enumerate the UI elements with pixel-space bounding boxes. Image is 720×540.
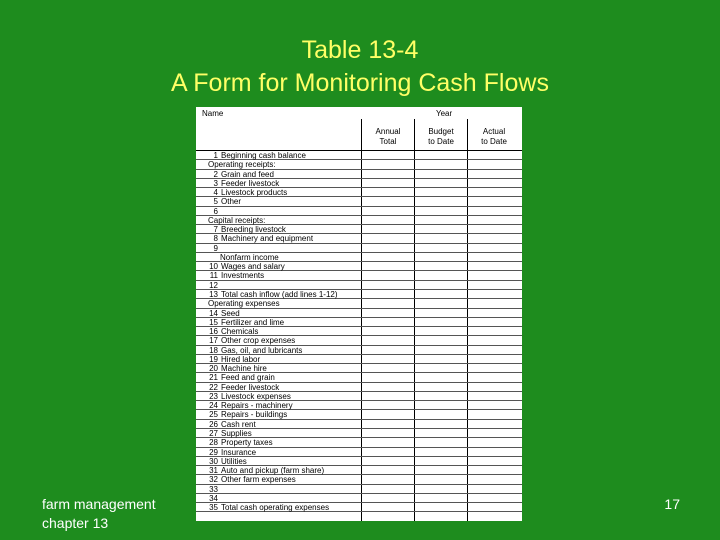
column-header-line: Actual: [482, 127, 506, 136]
row-number: 8: [213, 234, 218, 244]
row-label: Machinery and equipment: [221, 234, 314, 244]
row-number: 10: [209, 262, 218, 272]
form-row: [196, 170, 522, 179]
row-number: 26: [209, 419, 218, 429]
row-label: Chemicals: [221, 327, 259, 337]
form-row: [196, 244, 522, 253]
row-number: 21: [209, 373, 218, 383]
row-label: Beginning cash balance: [221, 151, 306, 160]
row-number: 30: [209, 456, 218, 466]
form-row: [196, 364, 522, 373]
form-row: [196, 346, 522, 355]
row-label: Total cash operating expenses: [221, 503, 330, 513]
form-row: [196, 179, 522, 188]
form-row: [196, 410, 522, 419]
row-label: Feeder livestock: [221, 178, 280, 188]
column-header-budget: [416, 127, 466, 147]
column-header-line: to Date: [428, 137, 454, 146]
name-label: Name: [202, 109, 224, 118]
row-label: Livestock products: [221, 188, 288, 198]
row-label: Insurance: [221, 447, 257, 457]
row-label: Other: [221, 197, 242, 207]
row-number: 7: [213, 225, 218, 235]
row-label: Other crop expenses: [221, 336, 296, 346]
form-row: [196, 253, 522, 262]
form-row: [196, 373, 522, 382]
row-label: Wages and salary: [221, 262, 285, 272]
form-row: [196, 355, 522, 364]
form-row: [196, 197, 522, 206]
row-label: Nonfarm income: [220, 252, 279, 262]
form-row: [196, 475, 522, 484]
footer-caption: [42, 495, 156, 533]
row-number: 31: [209, 466, 218, 476]
form-row: [196, 438, 522, 447]
row-number: 24: [209, 401, 218, 411]
row-label: Cash rent: [221, 419, 256, 429]
form-row: [196, 429, 522, 438]
row-number: 2: [213, 169, 218, 179]
slide-title: [0, 34, 720, 100]
form-row: [196, 234, 522, 243]
row-number: 17: [209, 336, 218, 346]
column-header-line: Budget: [428, 127, 454, 136]
form-row: [196, 485, 522, 494]
row-number: 23: [209, 391, 218, 401]
row-number: 19: [209, 354, 218, 364]
column-header-line: Total: [379, 137, 397, 146]
row-number: 4: [213, 188, 218, 198]
form-row: [196, 466, 522, 475]
row-number: 20: [209, 364, 218, 374]
row-label: Capital receipts:: [208, 215, 266, 225]
form-row: [196, 457, 522, 466]
row-label: Total cash inflow (add lines 1-12): [221, 289, 338, 299]
row-label: Breeding livestock: [221, 225, 286, 235]
row-label: Supplies: [221, 428, 252, 438]
row-number: 15: [209, 317, 218, 327]
form-row: [196, 383, 522, 392]
row-label: Livestock expenses: [221, 391, 291, 401]
row-label: Utilities: [221, 456, 247, 466]
form-row: [196, 160, 522, 169]
cash-flow-form: [196, 107, 522, 521]
form-row: [196, 299, 522, 308]
form-row: [196, 225, 522, 234]
row-label: Property taxes: [221, 438, 273, 448]
form-row: [196, 401, 522, 410]
row-label: Fertilizer and lime: [221, 317, 285, 327]
form-row: [196, 392, 522, 401]
form-row: [196, 207, 522, 216]
row-number: 12: [209, 280, 218, 290]
row-number: 25: [209, 410, 218, 420]
column-header-actual: [469, 127, 519, 147]
row-label: Feeder livestock: [221, 382, 280, 392]
row-label: Other farm expenses: [221, 475, 296, 485]
row-label: Auto and pickup (farm share): [221, 466, 325, 476]
form-row: [196, 188, 522, 197]
row-number: 5: [213, 197, 218, 207]
row-number: 6: [213, 206, 218, 216]
form-header: [196, 107, 522, 151]
row-number: 35: [209, 503, 218, 513]
form-row: [196, 503, 522, 512]
row-number: 9: [213, 243, 218, 253]
footer-line-2: chapter 13: [42, 515, 109, 531]
row-number: 11: [209, 271, 218, 281]
row-label: Feed and grain: [221, 373, 275, 383]
row-number: 28: [209, 438, 218, 448]
row-number: 18: [209, 345, 218, 355]
form-row: [196, 216, 522, 225]
row-label: Repairs - machinery: [221, 401, 293, 411]
form-row: [196, 448, 522, 457]
row-label: Operating receipts:: [208, 160, 276, 170]
column-header-line: Annual: [375, 127, 401, 136]
row-number: 1: [213, 151, 218, 160]
form-row: [196, 494, 522, 503]
row-number: 27: [209, 428, 218, 438]
form-row: [196, 262, 522, 271]
row-label: Investments: [221, 271, 265, 281]
form-rows: [196, 151, 522, 512]
row-label: Operating expenses: [208, 299, 280, 309]
form-row: [196, 327, 522, 336]
form-row: [196, 151, 522, 160]
form-row: [196, 309, 522, 318]
row-number: 33: [209, 484, 218, 494]
row-label: Seed: [221, 308, 240, 318]
row-number: 14: [209, 308, 218, 318]
row-number: 29: [209, 447, 218, 457]
page-number: 17: [664, 496, 680, 512]
row-label: Machine hire: [221, 364, 267, 374]
row-number: 32: [209, 475, 218, 485]
form-row: [196, 281, 522, 290]
year-label: Year: [436, 109, 453, 118]
form-row: [196, 271, 522, 280]
row-number: 3: [213, 178, 218, 188]
form-row: [196, 420, 522, 429]
row-label: Hired labor: [221, 354, 261, 364]
title-line-2: A Form for Monitoring Cash Flows: [171, 69, 549, 97]
column-header-line: to Date: [481, 137, 507, 146]
form-row: [196, 336, 522, 345]
row-number: 13: [209, 289, 218, 299]
title-line-1: Table 13-4: [301, 36, 419, 64]
row-label: Gas, oil, and lubricants: [221, 345, 303, 355]
column-header-annual: [363, 127, 413, 147]
form-row: [196, 318, 522, 327]
form-row: [196, 290, 522, 299]
row-label: Grain and feed: [221, 169, 274, 179]
footer-line-1: farm management: [42, 496, 156, 512]
row-number: 34: [209, 493, 218, 503]
row-number: 16: [209, 327, 218, 337]
row-number: 22: [209, 382, 218, 392]
row-label: Repairs - buildings: [221, 410, 288, 420]
